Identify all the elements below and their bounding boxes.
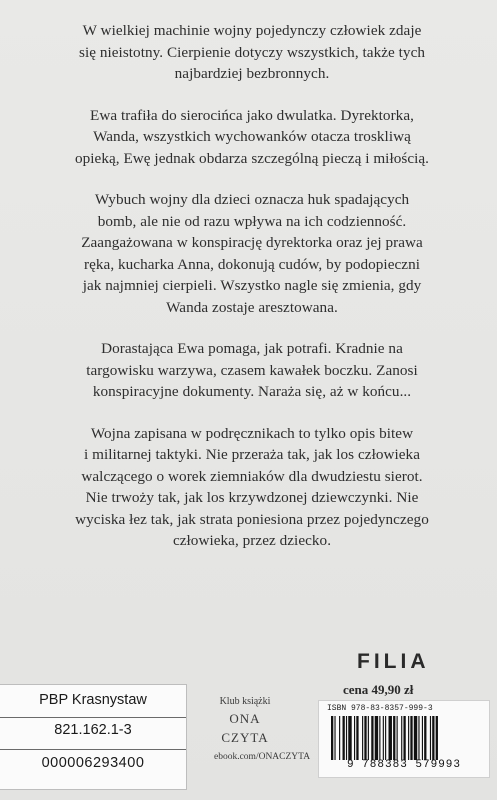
call-number: 821.162.1-3 [54, 722, 132, 738]
blurb-paragraph-4 [32, 338, 472, 403]
blurb-paragraph-3 [32, 189, 472, 318]
blurb-line: człowieka, przez dziecko. [172, 532, 332, 549]
price-label: cena 49,90 zł [343, 682, 414, 697]
blurb-line: i militarnej taktyki. Nie przeraża tak, jak los człowieka [84, 446, 420, 463]
label-divider [0, 717, 186, 718]
facebook-link: ebook.com/ONACZYTA [214, 752, 311, 762]
blurb-line: Wybuch wojny dla dzieci oznacza huk spadających [94, 191, 410, 208]
book-club-logo [206, 696, 284, 745]
blurb-line: walczącego o worek ziemniaków dla dwudziestu sierot. [81, 467, 423, 485]
blurb-line: Nie trwoży tak, jak los krzywdzonej dziewczynki. Nie [85, 489, 419, 506]
blurb-line: wyciska łez tak, jak strata poniesiona przez pojedynczego [75, 510, 429, 528]
blurb-line: Wanda, wszystkich wychowanków otacza troskliwą [93, 128, 411, 145]
blurb-line: Wojna zapisana w podręcznikach to tylko opis bitew [90, 424, 414, 442]
label-divider [0, 749, 186, 750]
library-label-sticker [0, 684, 187, 790]
blurb-line: Zaangażowana w konspirację dyrektorka oraz jej prawa [81, 234, 423, 251]
isbn-barcode-box [318, 700, 490, 778]
library-name: PBP Krasnystaw [39, 692, 147, 708]
blurb-line: się nieistotny. Cierpienie dotyczy wszystkich, także tych [78, 43, 426, 61]
blurb-line: najbardziej bezbronnych. [174, 65, 330, 82]
inventory-number: 000006293400 [41, 755, 145, 771]
ona-czyta-logo-line2: CZYTA [221, 730, 269, 745]
blurb-line: W wielkiej machinie wojny pojedynczy człowiek zdaje [82, 22, 422, 39]
barcode-icon [329, 716, 479, 760]
barcode-digits: 9 788383 579993 [346, 759, 462, 771]
blurb-line: targowisku warzywa, czasem kawałek boczku. Zanosi [86, 361, 418, 379]
blurb-line: konspiracyjne dokumenty. Naraża się, aż w końcu... [92, 383, 412, 400]
blurb-paragraph-2 [32, 105, 472, 170]
blurb-line: Wanda zostaje aresztowana. [166, 298, 338, 316]
blurb-paragraph-5 [32, 423, 472, 552]
publisher-logo: FILIA [357, 650, 430, 673]
blurb-line: ręka, kucharka Anna, dokonują cudów, by podopieczni [83, 255, 420, 273]
blurb-text [32, 20, 472, 572]
blurb-line: bomb, ale nie od razu wpływa na ich codzienność. [97, 212, 407, 230]
blurb-line: opieką, Ewę jednak obdarza szczególną pieczą i miłością. [74, 149, 430, 167]
blurb-line: Ewa trafiła do sierocińca jako dwulatka. Dyrektorka, [90, 106, 414, 124]
book-club-label: Klub książki [219, 696, 271, 707]
blurb-line: jak najmniej cierpieli. Wszystko nagle się zmienia, gdy [82, 277, 422, 294]
blurb-line: Dorastająca Ewa pomaga, jak potrafi. Kradnie na [101, 340, 403, 357]
ona-czyta-logo-line1: ONA [229, 711, 261, 726]
isbn-number: ISBN 978-83-8357-999-3 [327, 704, 433, 713]
blurb-paragraph-1 [32, 20, 472, 85]
